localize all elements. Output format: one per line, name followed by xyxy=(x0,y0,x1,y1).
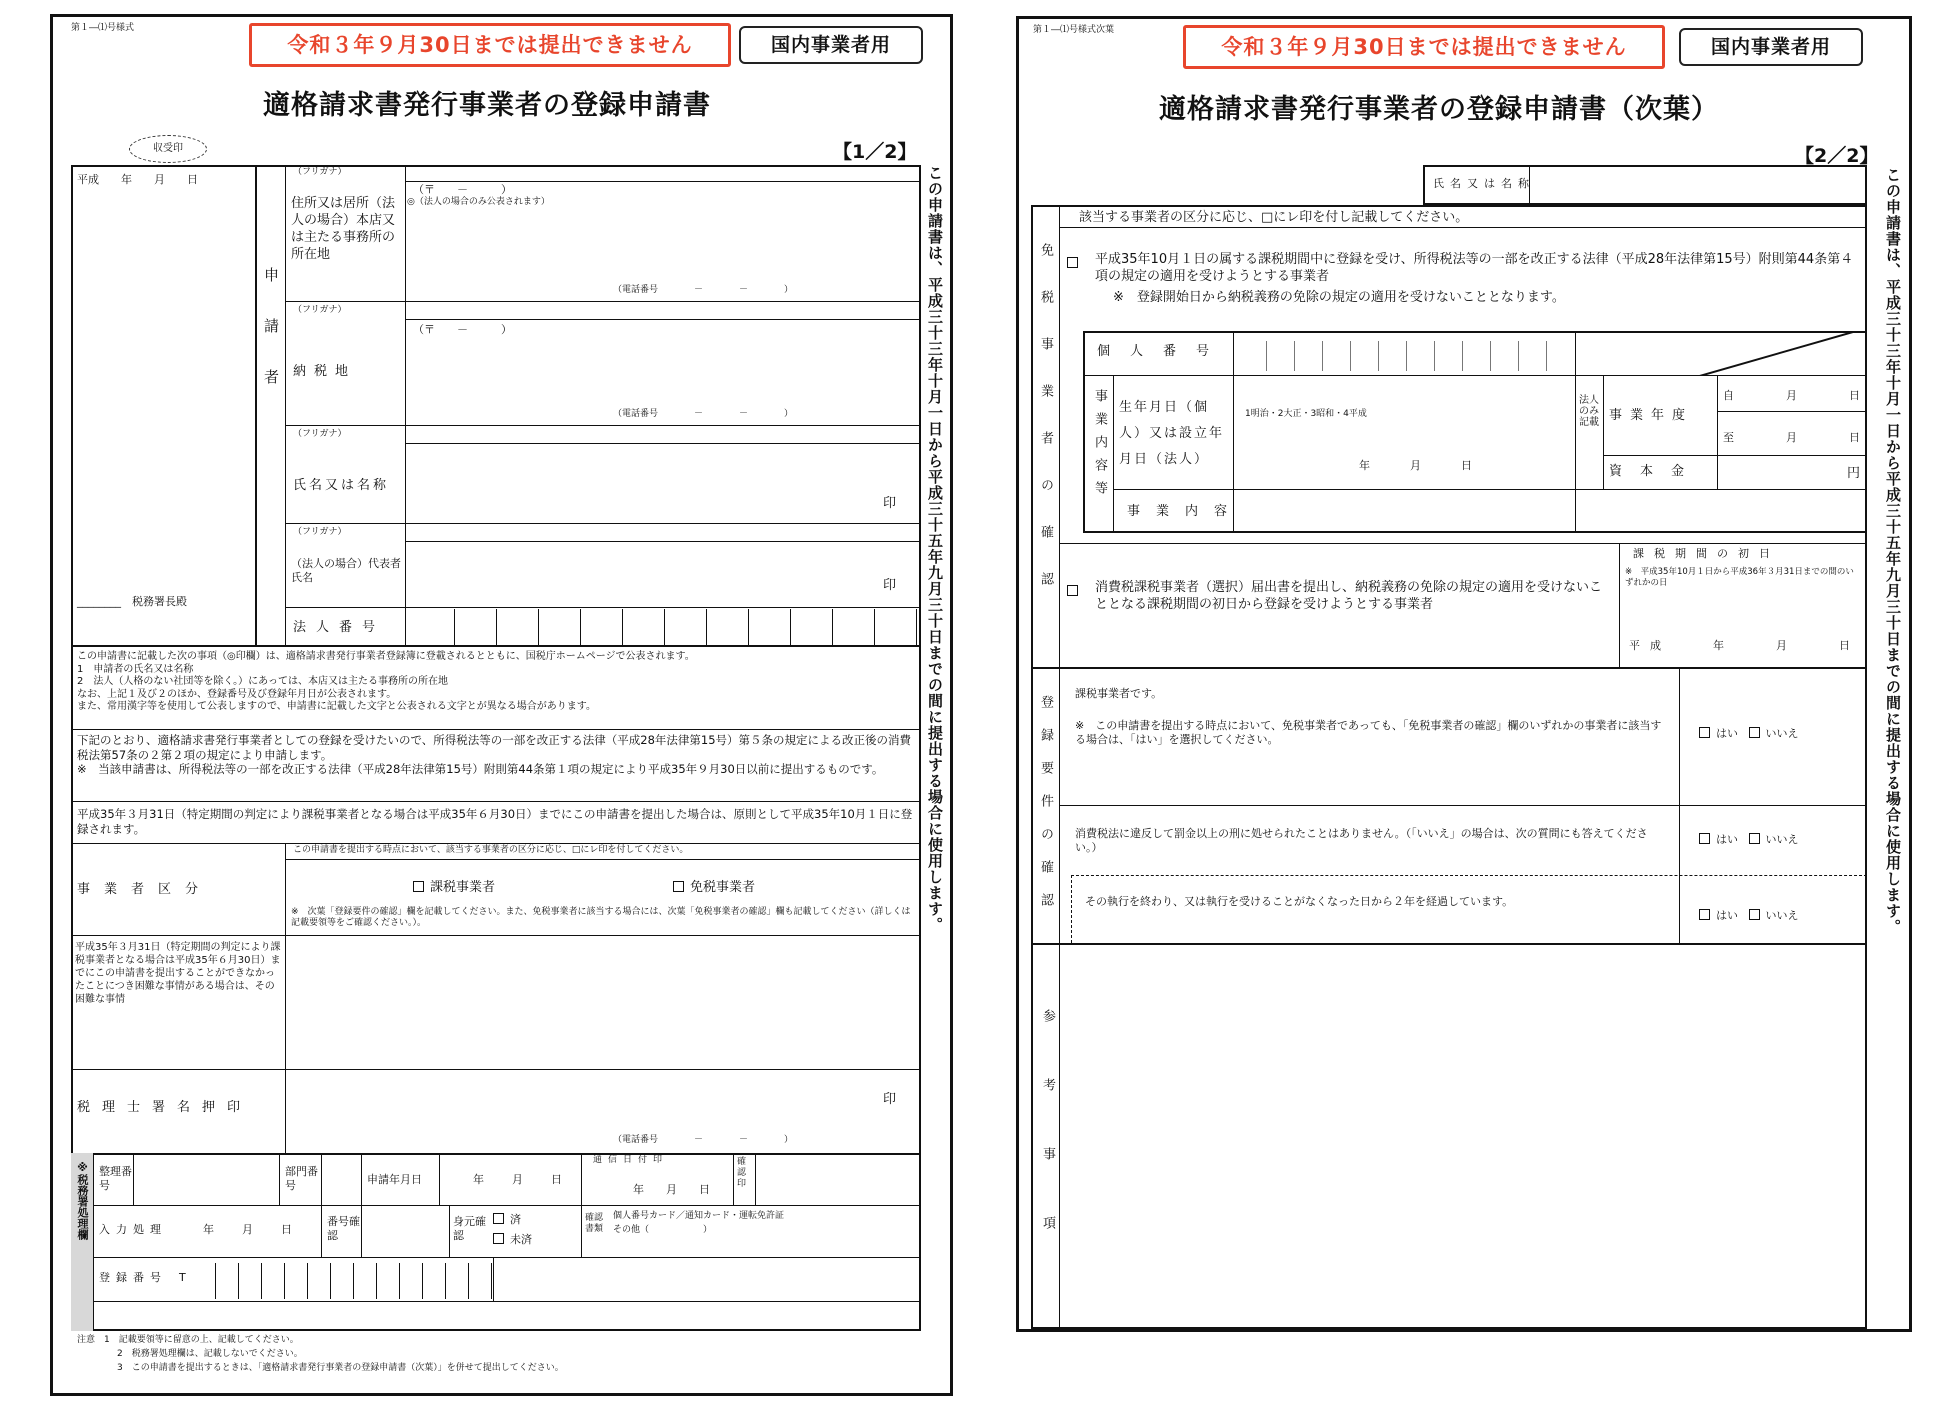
form-code: 第１―⑴号様式 xyxy=(71,23,135,33)
business-content-label: 事業内容 xyxy=(1127,504,1244,519)
exempt-checkbox[interactable]: 免税事業者 xyxy=(673,879,755,896)
option1-text: 平成35年10月１日の属する課税期間中に登録を受け、所得税法等の一部を改正する法律（平成28年法律第15号）附則第44条第４項の規定の適用を受けようとする事業者 xyxy=(1095,252,1854,284)
red-notice: 令和３年９月30日までは提出できません xyxy=(249,23,731,67)
phone-field-1[interactable]: （電話番号 － － ） xyxy=(613,285,794,295)
side-note-2: この申請書は、平成三十三年十月一日から平成三十五年九月三十日までの間に提出する場合に使用します。 xyxy=(1884,167,1902,935)
corp-only-note: ◎（法人の場合のみ公表されます） xyxy=(407,197,550,207)
corp-number-boxes[interactable] xyxy=(413,609,921,645)
domestic-label-2: 国内事業者用 xyxy=(1679,28,1863,66)
question-2: 消費税法に違反して罰金以上の刑に処せられたことはありません。（「いいえ」の場合は、次の質問にも答えてください。） xyxy=(1075,827,1648,854)
form-title: 適格請求書発行事業者の登録申請書 xyxy=(263,90,711,121)
q3-answer[interactable]: はい いいえ xyxy=(1699,909,1799,923)
first-day-date[interactable]: 平成 年 月 日 xyxy=(1629,639,1860,652)
question-1: 課税事業者です。 xyxy=(1075,687,1163,700)
red-notice-2: 令和３年９月30日までは提出できません xyxy=(1183,25,1665,69)
fiscal-from[interactable]: 自 月 日 xyxy=(1723,389,1870,402)
note-3: 3 この申請書を提出するときは、「適格請求書発行事業者の登録申請書（次葉）」を併せて提出してください。 xyxy=(117,1363,564,1373)
requirements-vertical: 登録要件の確認 xyxy=(1038,695,1053,926)
phone-field-3[interactable]: （電話番号 － － ） xyxy=(613,1135,794,1145)
personal-number-boxes[interactable] xyxy=(1239,341,1569,371)
difficulty-field[interactable] xyxy=(293,941,913,1059)
option1-note: ※ 登録開始日から納税義務の免除の規定の適用を受けないこととなります。 xyxy=(1113,290,1565,305)
office-use-vertical: ※税務署処理欄 xyxy=(76,1161,89,1240)
receipt-stamp: 収受印 xyxy=(129,135,207,163)
question-3: その執行を終わり、又は執行を受けることがなくなった日から２年を経過しています。 xyxy=(1085,895,1514,908)
exempt-section-vertical: 免税事業者の確認 xyxy=(1038,243,1053,619)
checkbox[interactable] xyxy=(673,881,684,892)
birth-label: 生年月日（個人）又は設立年月日（法人） xyxy=(1119,400,1225,467)
name-label: 氏名又は名称 xyxy=(293,478,390,493)
domestic-label: 国内事業者用 xyxy=(739,26,923,64)
form-page-2 xyxy=(1016,16,1912,1332)
tax-place-label: 納税地 xyxy=(293,364,357,379)
tax-accountant-label: 税理士署名押印 xyxy=(77,1100,253,1115)
public-notice: この申請書に記載した次の事項（◎印欄）は、適格請求書発行事業者登録簿に登載されるとともに、国税庁ホームページで公表されます。 1 申請者の氏名又は名称 2 法人（人格のない社団等を除く。）にあっては、本店又は主たる事務所の所在地 なお、上記１及び２のほか、登録番号及び登録年月日が公表されます。 また、常用漢字等を使用して公表しますので、申請書に記載した文字と公表される文字とが異なる場合があります。 xyxy=(77,651,695,712)
application-date[interactable]: 平成 年 月 日 xyxy=(77,173,198,186)
address-label: 住所又は居所（法人の場合）本店又は主たる事務所の所在地 xyxy=(291,196,396,262)
seal-mark-2: 印 xyxy=(883,578,897,593)
checkbox[interactable] xyxy=(413,881,424,892)
applicant-vertical-label: 申請者 xyxy=(262,267,280,420)
remarks-field[interactable] xyxy=(1067,949,1861,1323)
business-content-field[interactable] xyxy=(1239,495,1859,529)
category-footnote: ※ 次葉「登録要件の確認」欄を記載してください。また、免税事業者に該当する場合には、次葉「免税事業者の確認」欄も記載してください（詳しくは記載要領等をご確認ください。）。 xyxy=(291,907,911,928)
seal-mark-1: 印 xyxy=(883,496,897,511)
postal-code-1[interactable]: （〒 － ） xyxy=(413,183,512,196)
era-options[interactable]: 1明治・2大正・3昭和・4平成 xyxy=(1245,409,1367,419)
first-day-label: 課税期間の初日 xyxy=(1633,547,1780,560)
personal-number-label: 個人番号 xyxy=(1097,344,1230,359)
side-note: この申請書は、平成三十三年十月一日から平成三十五年九月三十日までの間に提出する場合に使用します。 xyxy=(926,165,944,933)
corp-number-label: 法人番号 xyxy=(293,620,386,635)
identity-done[interactable]: 済 xyxy=(493,1213,521,1227)
remarks-vertical: 参考事項 xyxy=(1040,1009,1055,1285)
identity-not-done[interactable]: 未済 xyxy=(493,1233,532,1247)
page-number: 【1／2】 xyxy=(833,141,917,163)
seal-mark-3: 印 xyxy=(883,1092,897,1107)
phone-field-2[interactable]: （電話番号 － － ） xyxy=(613,409,794,419)
page-number-2: 【2／2】 xyxy=(1795,145,1879,167)
registration-number-boxes[interactable] xyxy=(193,1263,493,1299)
fiscal-year-label: 事業年度 xyxy=(1609,408,1694,423)
taxable-checkbox[interactable]: 課税事業者 xyxy=(413,879,495,896)
note-1: 注意 1 記載要領等に留意の上、記載してください。 xyxy=(77,1335,299,1345)
capital-label: 資本金 xyxy=(1609,464,1703,479)
business-content-vertical: 事業内容等 xyxy=(1092,389,1107,504)
category-note: この申請書を提出する時点において、該当する事業者の区分に応じ、□にレ印を付してください。 xyxy=(293,845,689,855)
birth-date-field[interactable]: 年 月 日 xyxy=(1359,459,1478,472)
q2-answer[interactable]: はい いいえ xyxy=(1699,833,1799,847)
form-code-2: 第１―⑴号様式次葉 xyxy=(1033,25,1115,35)
option2-text: 消費税課税事業者（選択）届出書を提出し、納税義務の免除の規定の適用を受けないこととなる課税期間の初日から登録を受けようとする事業者 xyxy=(1095,580,1603,612)
corp-only-label: 法人のみ記載 xyxy=(1579,395,1599,428)
difficulty-label: 平成35年３月31日（特定期間の判定により課税事業者となる場合は平成35年６月30日）までにこの申請書を提出することができなかったことにつき困難な事情がある場合は、その困難な事情 xyxy=(75,942,281,1005)
question-1-note: ※ この申請書を提出する時点において、免税事業者であっても、「免税事業者の確認」欄のいずれかの事業者に該当する場合は、「はい」を選択してください。 xyxy=(1075,719,1662,746)
exempt-instruction: 該当する事業者の区分に応じ、□にレ印を付し記載してください。 xyxy=(1079,210,1469,225)
category-label: 事業者区分 xyxy=(77,882,213,897)
yen-unit: 円 xyxy=(1847,466,1861,481)
tax-office-addressee[interactable]: ________ 税務署長殿 xyxy=(77,595,187,608)
representative-label: （法人の場合）代表者氏名 xyxy=(291,557,401,584)
name-label-2: 氏名又は名称 xyxy=(1433,177,1535,190)
first-day-note: ※ 平成35年10月１日から平成36年３月31日までの間のいずれかの日 xyxy=(1625,567,1854,588)
deadline-note: 平成35年３月31日（特定期間の判定により課税事業者となる場合は平成35年６月30日）までにこの申請書を提出した場合は、原則として平成35年10月１日に登録されます。 xyxy=(77,807,913,836)
option1-checkbox[interactable] xyxy=(1067,255,1084,272)
form-title-2: 適格請求書発行事業者の登録申請書（次葉） xyxy=(1159,94,1719,125)
fiscal-to[interactable]: 至 月 日 xyxy=(1723,431,1870,444)
option2-checkbox[interactable] xyxy=(1067,583,1084,600)
note-2: 2 税務署処理欄は、記載しないでください。 xyxy=(117,1349,303,1359)
q1-answer[interactable]: はい いいえ xyxy=(1699,727,1799,741)
form-page-1: 第１―⑴号様式 令和３年９月30日までは提出できません 国内事業者用 適格請求書発行事業者の登録申請書 収受印 【1／2】 この申請書は、平成三十三年十月一日から平成三十五年九月三十日までの間に提出する場合に使用します。 平成 年 月 日 ________ 税務署長殿 申請者 （フリガナ） 住所又は居所（法人の場合）本店又は主たる事務所の所在地 （〒 － ） ◎（法人の場合のみ公表されます） （電話番号 － － ） （フリガナ） 納税地 （〒 － ） （電話番号 － － ） （フリガナ） 氏名又は名称 印 （フリガナ） （法人の場合）代表者氏名 印 法人番号 この申請書に記載した次の事項（◎印欄）は、適格請求書発行事業者登録簿に登載されるとともに、国税庁ホームページで公表されます。 1 申請者の氏名又は名称 2 法人（人格のない社団等を除く。）にあっては、本店又は主たる事務所の所在地 なお、上記１及び２のほか、登録番号及び登録年月日が公表されます。 また、常用漢字等を使用して公表しますので、申請書に記載した文字と公表される文字とが異なる場合があります。 下記のとおり、適格請求書発行事業者としての登録を受けたいので、所得税法等の一部を改正する法律（平成28年法律第15号）第５条の規定による改正後の消費税法第57条の２第２項の規定により申請します。 ※ 当該申請書は、所得税法等の一部を改正する法律（平成28年法律第15号）附則第44条第１項の規定により平成35年９月30日以前に提出するものです。 平成35年３月31日（特定期間の判定により課税事業者となる場合は平成35年６月30日）までにこの申請書を提出した場合は、原則として平成35年10月１日に登録されます。 事業者区分 この申請書を提出する時点において、該当する事業者の区分に応じ、□にレ印を付してください。 課税事業者 免税事業者 ※ 次葉「登録要件の確認」欄を記載してください。また、免税事業者に該当する場合には、次葉「免税事業者の確認」欄も記載してください（詳しくは記載要領等をご確認ください。）。 平成35年３月31日（特定期間の判定により課税事業者となる場合は平成35年６月30日）までにこの申請書を提出することができなかったことにつき困難な事情がある場合は、その困難な事情 税理士署名押印 印 （電話番号 － － ） ※税務署処理欄 整理番号 部門番号 申請年月日 年 月 日 通信日付印 年 月 日 確認印 入力処理 年 月 日 番号確認 身元確認 済 未済 確認書類 個人番号カード／通知カード・運転免許証 その他（ ） 登録番号 T 注意 1 記載要領等に留意の上、記載してください。 2 税務署処理欄は、記載しないでください。 3 この申請書を提出するときは、「適格請求書発行事業者の登録申請書（次葉）」を併せて提出してください。 xyxy=(50,14,953,1396)
postal-code-2[interactable]: （〒 － ） xyxy=(413,323,512,336)
declaration-text: 下記のとおり、適格請求書発行事業者としての登録を受けたいので、所得税法等の一部を改正する法律（平成28年法律第15号）第５条の規定による改正後の消費税法第57条の２第２項の規定により申請します。 ※ 当該申請書は、所得税法等の一部を改正する法律（平成28年法律第15号）附則第44条第１項の規定により平成35年９月30日以前に提出するものです。 xyxy=(77,733,912,776)
